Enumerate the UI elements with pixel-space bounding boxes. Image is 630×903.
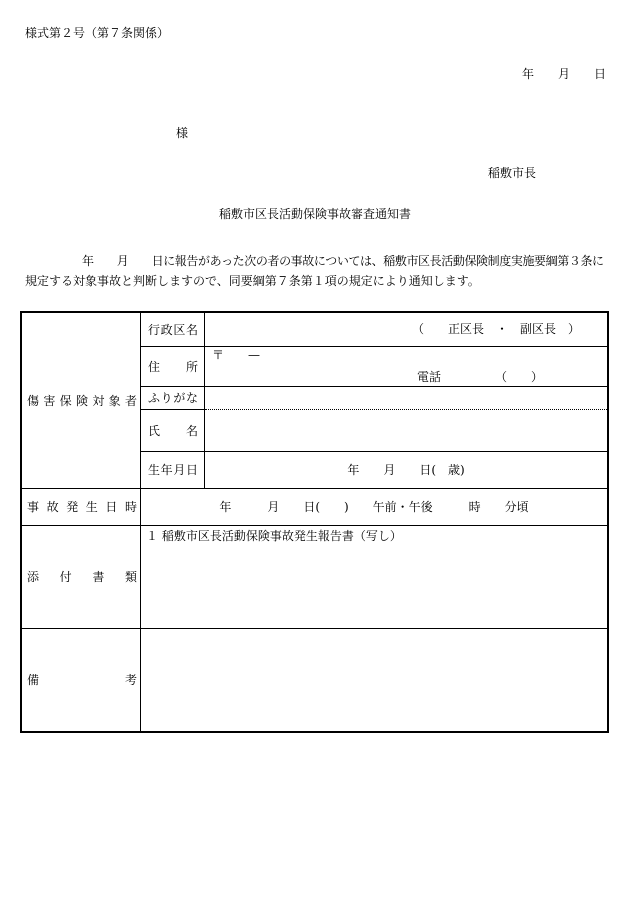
details-table	[20, 311, 609, 733]
addressee-honorific: 様	[176, 126, 189, 140]
phone-field: 電話 （ ）	[417, 370, 544, 384]
document-title: 稲敷市区長活動保険事故審査通知書	[218, 207, 411, 221]
name-label-cell	[141, 410, 205, 452]
address-value-cell	[205, 347, 607, 387]
attachments-label: 添付書類	[27, 570, 137, 584]
accident-datetime-label-cell	[22, 489, 141, 526]
address-label: 住所	[148, 359, 198, 374]
insured-person-section	[22, 313, 141, 489]
insured-person-label: 傷害保険対象者	[27, 393, 137, 408]
name-value-cell	[205, 410, 607, 452]
postal-code-field: 〒 —	[212, 348, 261, 362]
remarks-label: 備考	[27, 673, 137, 687]
remarks-label-cell	[22, 629, 141, 731]
issuer-name: 稲敷市長	[487, 166, 536, 180]
birth-date-value-cell	[205, 452, 607, 489]
attachments-value-cell	[141, 526, 607, 629]
attachments-label-cell	[22, 526, 141, 629]
name-label: 氏名	[148, 423, 198, 438]
birth-date-label: 生年月日	[148, 463, 198, 477]
district-value-cell	[205, 313, 607, 347]
attachment-item: １ 稲敷市区長活動保険事故発生報告書（写し）	[146, 529, 402, 543]
form-number: 様式第２号（第７条関係）	[25, 26, 170, 40]
accident-datetime-label: 事故発生日時	[27, 500, 137, 514]
issue-date: 年 月 日	[521, 67, 606, 81]
furigana-label-cell	[141, 387, 205, 410]
body-text-line-1: 年 月 日に報告があった次の者の事故については、稲敷市区長活動保険制度実施要綱第３条に	[82, 254, 604, 268]
district-label: 行政区名	[148, 322, 198, 337]
birth-date-value: 年 月 日( 歳)	[347, 463, 465, 477]
furigana-label: ふりがな	[148, 391, 198, 405]
birth-date-label-cell	[141, 452, 205, 489]
address-label-cell	[141, 347, 205, 387]
body-text-line-2: 規定する対象事故と判断しますので、同要綱第７条第１項の規定により通知します。	[25, 274, 480, 288]
furigana-value-cell	[205, 387, 607, 410]
district-label-cell	[141, 313, 205, 347]
role-choice: （ 正区長 ・ 副区長 ）	[412, 322, 581, 336]
remarks-value-cell	[141, 629, 607, 731]
accident-datetime-value-cell	[141, 489, 607, 526]
accident-datetime-value: 年 月 日( ) 午前・午後 時 分頃	[219, 500, 529, 514]
